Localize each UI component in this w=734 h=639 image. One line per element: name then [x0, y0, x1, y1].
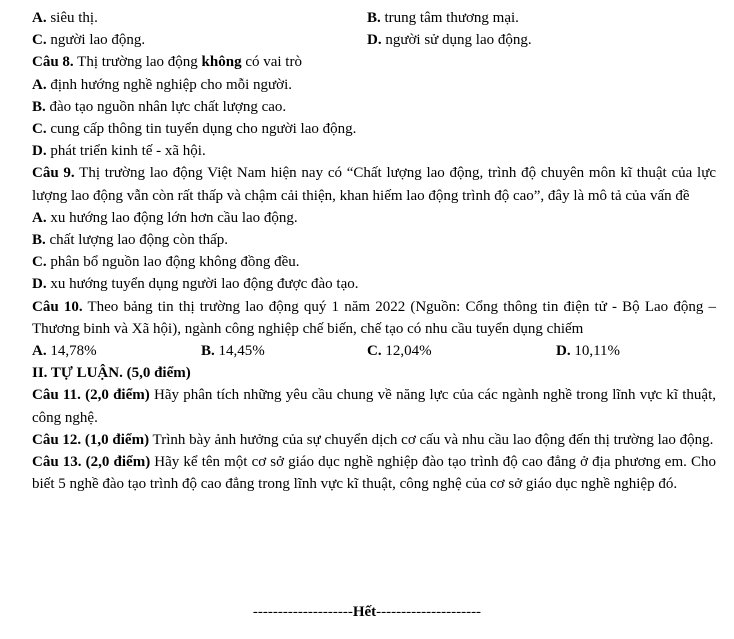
question-10-options	[32, 340, 716, 362]
option-a: A. siêu thị.	[32, 10, 98, 26]
option-d: D. người sử dụng lao động.	[367, 32, 532, 49]
option-c: C. người lao động.	[32, 32, 146, 49]
question-11: Câu 11. (2,0 điểm) Hãy phân tích những yêu cầu chung về năng lực của các ngành nghề trong lĩnh vực kĩ thuật, công nghệ.	[32, 387, 717, 426]
question-8-option-b: B. đào tạo nguồn nhân lực chất lượng cao.	[32, 98, 287, 115]
options-row-ab	[32, 7, 716, 29]
end-word: Hết	[352, 604, 377, 620]
question-9-option-c: C. phân bổ nguồn lao động không đồng đều.	[32, 254, 300, 271]
end-marker: --------------------Hết---------------------	[252, 604, 482, 620]
option-b: B. trung tâm thương mại.	[367, 10, 519, 26]
question-9-option-b: B. chất lượng lao động còn thấp.	[32, 232, 229, 248]
question-10-option-a: A. 14,78%	[32, 343, 97, 360]
question-8-option-a: A. định hướng nghề nghiệp cho mỗi người.	[32, 76, 293, 93]
question-11-label: Câu 11. (2,0 điểm)	[32, 387, 150, 404]
question-8-option-c: C. cung cấp thông tin tuyển dụng cho người lao động.	[32, 120, 357, 137]
question-10: Câu 10. Theo bảng tin thị trường lao động quý 1 năm 2022 (Nguồn: Cổng thông tin điện tử - Bộ Lao động – Thương binh và Xã hội), ngành công nghiệp chế biến, chế tạo có nhu cầu tuyển dụng chiếm	[32, 298, 716, 337]
options-row-cd	[32, 29, 716, 51]
question-9-option-a: A. xu hướng lao động lớn hơn cầu lao động.	[32, 209, 298, 226]
question-10-option-b: B. 14,45%	[201, 343, 265, 360]
question-9: Câu 9. Thị trường lao động Việt Nam hiện nay có “Chất lượng lao động, trình độ chuyên môn kĩ thuật của lực lượng lao động vẫn còn rất thấp và chậm cải thiện, khan hiếm lao động trình độ cao”, đây là mô tả của vấn đề	[32, 165, 716, 204]
question-12-label: Câu 12. (1,0 điểm)	[32, 431, 150, 448]
question-9-option-d: D. xu hướng tuyển dụng người lao động được đào tạo.	[32, 276, 359, 293]
exam-page	[32, 7, 716, 495]
question-9-label: Câu 9.	[32, 165, 75, 182]
question-8-option-d: D. phát triển kinh tế - xã hội.	[32, 143, 206, 160]
question-10-label: Câu 10.	[32, 298, 83, 315]
question-12: Câu 12. (1,0 điểm) Trình bày ảnh hưởng của sự chuyển dịch cơ cấu và nhu cầu lao động đến thị trường lao động.	[32, 431, 714, 448]
question-8-emphasis: không	[201, 54, 242, 71]
question-8: Câu 8. Thị trường lao động không có vai trò	[32, 54, 302, 71]
question-10-option-c: C. 12,04%	[367, 343, 432, 360]
question-13: Câu 13. (2,0 điểm) Hãy kể tên một cơ sở giáo dục nghề nghiệp đào tạo trình độ cao đẳng ở địa phương em. Cho biết 5 nghề đào tạo trình độ cao đẳng trong lĩnh vực kĩ thuật, công nghệ của cơ sở giáo dục nghề nghiệp đó.	[32, 454, 716, 493]
section-2-heading: II. TỰ LUẬN. (5,0 điểm)	[32, 365, 191, 382]
question-13-label: Câu 13. (2,0 điểm)	[32, 454, 151, 471]
question-8-label: Câu 8.	[32, 54, 74, 71]
question-10-option-d: D. 10,11%	[556, 343, 621, 360]
